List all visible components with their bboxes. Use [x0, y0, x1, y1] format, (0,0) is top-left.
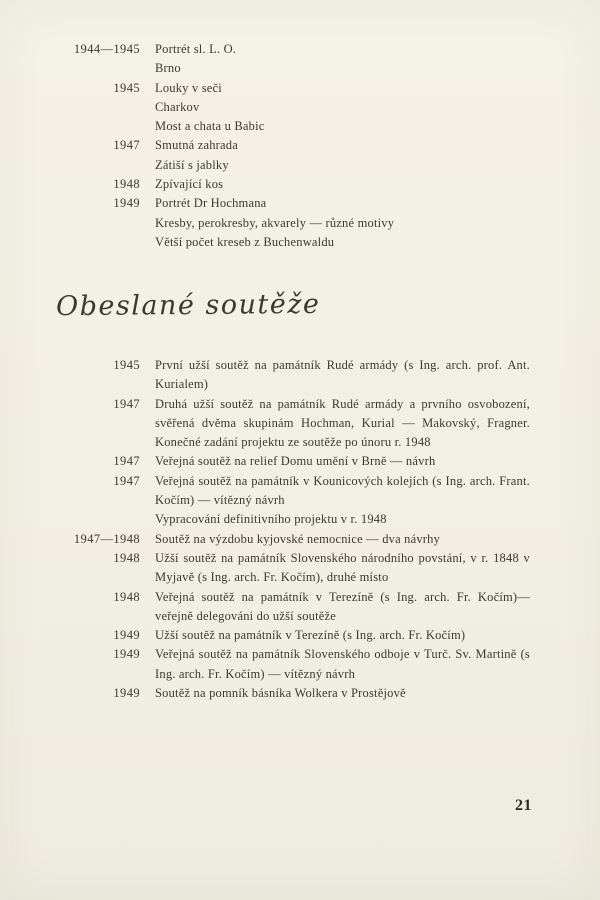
competition-text: Veřejná soutěž na relief Domu umění v Brně — návrh — [155, 454, 436, 469]
competition-entry — [0, 684, 530, 703]
competition-text: Užší soutěž na památník Slovenského národního povstání, v r. 1848 v Myjavě (s Ing. arch. Fr. Kočím), druhé místo — [155, 550, 530, 585]
competition-text: Soutěž na pomník básníka Wolkera v Prostějově — [155, 686, 406, 701]
competition-entry — [0, 530, 530, 549]
entry-line: Brno — [155, 61, 181, 76]
competition-text: Vypracování definitivního projektu v r. 1948 — [155, 512, 387, 527]
competition-entry — [0, 549, 530, 588]
works-entry — [0, 79, 560, 137]
competition-year: 1948 — [113, 550, 140, 565]
entry-line: Smutná zahrada — [155, 138, 238, 153]
entry-line: Portrét sl. L. O. — [155, 42, 237, 56]
competition-year: 1949 — [113, 686, 140, 701]
entry-lines — [140, 194, 560, 252]
entry-line: Louky v seči — [155, 80, 222, 95]
competition-year: 1945 — [113, 358, 140, 372]
entry-year: 1949 — [113, 196, 140, 211]
entry-line: Větší počet kreseb z Buchenwaldu — [155, 234, 335, 249]
competition-year: 1949 — [113, 628, 140, 643]
entry-lines — [140, 175, 560, 194]
entry-line: Most a chata u Babic — [155, 119, 265, 134]
entry-year: 1947 — [113, 138, 140, 153]
entry-lines — [140, 79, 560, 137]
competition-text: Užší soutěž na památník v Terezíně (s Ing. arch. Fr. Kočím) — [155, 628, 466, 643]
competitions-list — [0, 356, 530, 703]
works-entry — [0, 194, 560, 252]
competition-entry — [0, 395, 530, 453]
competition-text: Soutěž na výzdobu kyjovské nemocnice — dva návrhy — [155, 531, 441, 546]
competition-text: Druhá užší soutěž na památník Rudé armády a prvního osvobození, svěřená dvěma skupinám Hochman, Kurial — Makovský, Fragner. Konečné zadání projektu ze soutěže po únoru r. 1948 — [155, 396, 530, 450]
competition-entry — [0, 452, 530, 471]
competition-entry — [0, 645, 530, 684]
competition-year: 1949 — [113, 647, 140, 662]
entry-line: Kresby, perokresby, akvarely — různé motivy — [155, 215, 395, 230]
competition-year: 1947 — [113, 396, 140, 411]
competition-year: 1947 — [113, 473, 140, 488]
competition-text: Veřejná soutěž na památník Slovenského odboje v Turč. Sv. Martině (s Ing. arch. Fr. Kočím) — vítězný návrh — [155, 647, 530, 681]
competition-year: 1948 — [113, 589, 140, 604]
entry-line: Zpívající kos — [155, 177, 224, 192]
competition-year: 1947—1948 — [73, 531, 140, 546]
competition-entry — [0, 356, 530, 395]
entry-line: Portrét Dr Hochmana — [155, 196, 267, 211]
entry-year: 1945 — [113, 80, 140, 95]
works-list — [0, 40, 560, 252]
entry-line: Zátiší s jablky — [155, 157, 229, 172]
competition-entry — [0, 510, 530, 529]
competition-text: Veřejná soutěž na památník v Terezíně (s Ing. arch. Fr. Kočím)— veřejně delegováni do užší soutěže — [155, 589, 530, 623]
competition-text: První užší soutěž na památník Rudé armády (s Ing. arch. prof. Ant. Kurialem) — [155, 358, 530, 392]
competition-year: 1947 — [113, 454, 140, 469]
works-entry — [0, 175, 560, 194]
entry-lines — [140, 40, 560, 79]
section-heading: Obeslané soutěže — [55, 288, 321, 323]
works-entry — [0, 40, 560, 79]
entry-lines — [140, 136, 560, 175]
entry-line: Charkov — [155, 99, 200, 114]
entry-year: 1948 — [113, 177, 140, 192]
competition-text: Veřejná soutěž na památník v Kounicových kolejích (s Ing. arch. Frant. Kočím) — vítězný návrh — [155, 473, 530, 508]
entry-year: 1944—1945 — [73, 42, 140, 56]
competition-entry — [0, 626, 530, 645]
works-entry — [0, 136, 560, 175]
competition-entry — [0, 472, 530, 511]
page-number: 21 — [515, 797, 532, 814]
competition-entry — [0, 588, 530, 627]
